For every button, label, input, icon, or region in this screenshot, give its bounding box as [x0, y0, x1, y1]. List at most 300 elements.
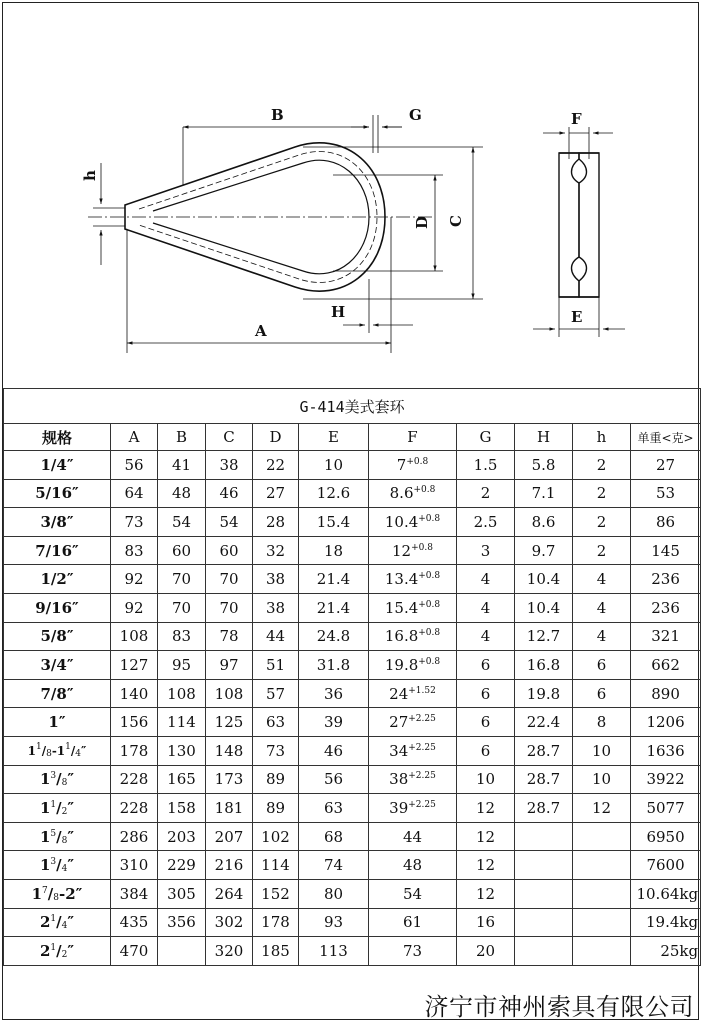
spec-cell: 1/2″	[4, 565, 111, 594]
cell-a: 286	[111, 822, 158, 851]
table-row	[4, 451, 701, 480]
cell-d: 38	[253, 565, 299, 594]
cell-b: 229	[158, 851, 206, 880]
cell-c: 108	[206, 679, 253, 708]
cell-f	[369, 451, 457, 480]
cell-a: 92	[111, 593, 158, 622]
cell-f	[369, 708, 457, 737]
cell-a: 156	[111, 708, 158, 737]
f-tolerance: +2.25	[408, 799, 436, 810]
cell-h-upper: 7.1	[515, 479, 573, 508]
cell-h-upper	[515, 879, 573, 908]
thimble-technical-drawing	[3, 3, 700, 388]
cell-b: 60	[158, 536, 206, 565]
f-base: 39	[389, 798, 409, 817]
cell-g: 12	[457, 794, 515, 823]
f-tolerance: +0.8	[418, 656, 441, 667]
f-base: 10.4	[384, 512, 419, 531]
f-base: 13.4	[384, 570, 419, 589]
cell-g: 4	[457, 622, 515, 651]
f-tolerance: +0.8	[406, 456, 429, 467]
cell-b: 41	[158, 451, 206, 480]
cell-b: 165	[158, 765, 206, 794]
cell-h-upper	[515, 851, 573, 880]
cell-g: 12	[457, 879, 515, 908]
cell-h-lower: 4	[573, 593, 631, 622]
cell-d: 38	[253, 593, 299, 622]
cell-e: 39	[299, 708, 369, 737]
cell-f	[369, 651, 457, 680]
spec-cell: 5/8″	[4, 622, 111, 651]
cell-c: 148	[206, 736, 253, 765]
spec-denominator: 2	[61, 806, 68, 817]
cell-d: 114	[253, 851, 299, 880]
f-tolerance: +2.25	[408, 742, 436, 753]
cell-h-upper	[515, 937, 573, 966]
cell-b: 356	[158, 908, 206, 937]
cell-h-upper: 12.7	[515, 622, 573, 651]
dim-label-E: E	[571, 308, 583, 326]
spec-slash: /	[56, 827, 62, 846]
cell-d: 22	[253, 451, 299, 480]
cell-d: 44	[253, 622, 299, 651]
cell-e: 80	[299, 879, 369, 908]
cell-e: 74	[299, 851, 369, 880]
spec-slash: /	[41, 744, 47, 759]
cell-c: 97	[206, 651, 253, 680]
cell-h-lower: 10	[573, 736, 631, 765]
f-tolerance: +0.8	[418, 513, 441, 524]
dim-label-A: A	[255, 322, 267, 340]
spec-slash: /	[56, 770, 62, 789]
cell-c: 207	[206, 822, 253, 851]
table-row	[4, 593, 701, 622]
dim-label-C: C	[447, 215, 465, 227]
spec-tail: ″	[67, 827, 75, 846]
cell-a: 178	[111, 736, 158, 765]
cell-weight: 890	[631, 679, 701, 708]
cell-weight: 53	[631, 479, 701, 508]
f-base: 61	[402, 913, 423, 932]
cell-h-lower: 2	[573, 451, 631, 480]
cell-g: 2	[457, 479, 515, 508]
spec-denominator: 4	[61, 864, 68, 875]
spec-cell	[4, 765, 111, 794]
cell-b: 48	[158, 479, 206, 508]
cell-g: 4	[457, 565, 515, 594]
cell-g: 2.5	[457, 508, 515, 537]
f-base: 73	[402, 941, 423, 960]
cell-f	[369, 479, 457, 508]
spec-numerator: 7	[42, 885, 48, 896]
cell-weight: 19.4kg	[631, 908, 701, 937]
cell-c: 78	[206, 622, 253, 651]
spec-cell: 1/4″	[4, 451, 111, 480]
f-tolerance: +0.8	[413, 485, 436, 496]
f-base: 34	[389, 741, 409, 760]
table-row	[4, 822, 701, 851]
f-tolerance: +0.8	[418, 628, 441, 639]
f-tolerance: +0.8	[418, 599, 441, 610]
header-h-lower: h	[573, 424, 631, 451]
cell-h-upper: 10.4	[515, 593, 573, 622]
spec-numerator: 3	[50, 771, 57, 782]
spec-slash: /	[56, 798, 62, 817]
cell-d: 57	[253, 679, 299, 708]
header-weight: 单重<克>	[631, 424, 701, 451]
cell-h-lower: 2	[573, 479, 631, 508]
table-title: G-414美式套环	[4, 389, 701, 424]
table-row	[4, 651, 701, 680]
cell-g: 20	[457, 937, 515, 966]
dim-label-D: D	[413, 215, 431, 229]
cell-a: 56	[111, 451, 158, 480]
spec-tail: ″	[67, 941, 75, 960]
cell-g: 6	[457, 679, 515, 708]
table-row	[4, 851, 701, 880]
cell-g: 12	[457, 851, 515, 880]
spec-denominator: 8	[61, 778, 68, 789]
table-row	[4, 879, 701, 908]
f-base: 27	[389, 713, 409, 732]
cell-e: 31.8	[299, 651, 369, 680]
cell-h-upper: 28.7	[515, 794, 573, 823]
cell-b	[158, 937, 206, 966]
f-tolerance: +2.25	[408, 714, 436, 725]
cell-f	[369, 679, 457, 708]
dim-label-B: B	[271, 106, 284, 124]
spec-cell	[4, 794, 111, 823]
cell-h-upper: 9.7	[515, 536, 573, 565]
cell-c: 320	[206, 937, 253, 966]
cell-f	[369, 508, 457, 537]
cell-h-lower	[573, 879, 631, 908]
spec-slash: /	[56, 856, 62, 875]
cell-h-upper: 16.8	[515, 651, 573, 680]
cell-f	[369, 593, 457, 622]
cell-a: 310	[111, 851, 158, 880]
spec-slash: /	[56, 913, 62, 932]
cell-h-upper: 28.7	[515, 736, 573, 765]
cell-weight: 27	[631, 451, 701, 480]
cell-h-lower	[573, 822, 631, 851]
cell-f	[369, 736, 457, 765]
spec-numerator: 5	[50, 828, 57, 839]
cell-f	[369, 937, 457, 966]
cell-e: 93	[299, 908, 369, 937]
header-spec: 规格	[4, 424, 111, 451]
cell-a: 108	[111, 622, 158, 651]
spec-slash: /	[70, 744, 76, 759]
spec-dash: -	[51, 744, 57, 759]
cell-f	[369, 822, 457, 851]
f-base: 24	[389, 684, 409, 703]
cell-d: 89	[253, 794, 299, 823]
spec-whole: 1	[56, 744, 66, 759]
spec-whole: 2	[39, 913, 51, 932]
f-base: 7	[396, 455, 407, 474]
cell-weight: 86	[631, 508, 701, 537]
cell-h-lower: 6	[573, 679, 631, 708]
cell-weight: 236	[631, 565, 701, 594]
table-row	[4, 908, 701, 937]
f-tolerance: +0.8	[411, 542, 433, 553]
cell-c: 173	[206, 765, 253, 794]
spec-cell: 5/16″	[4, 479, 111, 508]
spec-denominator: 8	[46, 749, 52, 760]
spec-cell: 9/16″	[4, 593, 111, 622]
cell-f	[369, 622, 457, 651]
cell-e: 18	[299, 536, 369, 565]
cell-h-lower: 2	[573, 536, 631, 565]
cell-weight: 7600	[631, 851, 701, 880]
spec-denominator: 4	[61, 921, 68, 932]
cell-b: 158	[158, 794, 206, 823]
spec-whole: 2	[39, 941, 51, 960]
spec-whole: 1	[31, 884, 43, 903]
cell-c: 60	[206, 536, 253, 565]
f-base: 44	[402, 827, 423, 846]
table-row	[4, 622, 701, 651]
spec-whole: 1	[39, 856, 51, 875]
table-row	[4, 536, 701, 565]
cell-weight: 3922	[631, 765, 701, 794]
cell-f	[369, 879, 457, 908]
spec-denominator: 2	[61, 949, 68, 960]
cell-d: 27	[253, 479, 299, 508]
dim-label-F: F	[571, 110, 582, 128]
spec-denominator: 8	[53, 892, 59, 903]
spec-numerator: 1	[50, 914, 57, 925]
cell-c: 264	[206, 879, 253, 908]
f-base: 16.8	[384, 627, 419, 646]
cell-weight: 6950	[631, 822, 701, 851]
spec-whole: 1	[39, 827, 51, 846]
cell-e: 21.4	[299, 593, 369, 622]
cell-g: 12	[457, 822, 515, 851]
spec-whole: 1	[27, 744, 36, 759]
spec-denominator: 8	[61, 835, 68, 846]
cell-h-lower: 4	[573, 622, 631, 651]
cell-e: 12.6	[299, 479, 369, 508]
cell-a: 435	[111, 908, 158, 937]
cell-g: 6	[457, 736, 515, 765]
spec-cell	[4, 822, 111, 851]
dim-label-h: h	[81, 170, 99, 181]
table-row	[4, 679, 701, 708]
cell-e: 68	[299, 822, 369, 851]
cell-d: 73	[253, 736, 299, 765]
cell-g: 10	[457, 765, 515, 794]
spec-numerator: 1	[50, 799, 57, 810]
footer	[3, 983, 700, 1021]
cell-e: 113	[299, 937, 369, 966]
spec-cell: 7/8″	[4, 679, 111, 708]
cell-a: 127	[111, 651, 158, 680]
cell-b: 54	[158, 508, 206, 537]
dim-label-H: H	[331, 303, 346, 321]
cell-e: 15.4	[299, 508, 369, 537]
cell-weight: 10.64kg	[631, 879, 701, 908]
cell-a: 83	[111, 536, 158, 565]
cell-h-upper	[515, 908, 573, 937]
header-g: G	[457, 424, 515, 451]
spec-numerator: 1	[35, 742, 42, 753]
cell-e: 63	[299, 794, 369, 823]
cell-f	[369, 536, 457, 565]
cell-d: 28	[253, 508, 299, 537]
cell-h-upper: 28.7	[515, 765, 573, 794]
cell-h-upper: 10.4	[515, 565, 573, 594]
spec-cell	[4, 736, 111, 765]
cell-c: 54	[206, 508, 253, 537]
cell-h-upper: 22.4	[515, 708, 573, 737]
table-row	[4, 736, 701, 765]
cell-h-upper: 19.8	[515, 679, 573, 708]
cell-h-lower	[573, 937, 631, 966]
header-d: D	[253, 424, 299, 451]
cell-g: 1.5	[457, 451, 515, 480]
header-b: B	[158, 424, 206, 451]
cell-a: 140	[111, 679, 158, 708]
cell-d: 102	[253, 822, 299, 851]
cell-c: 181	[206, 794, 253, 823]
cell-g: 6	[457, 651, 515, 680]
cell-c: 302	[206, 908, 253, 937]
cell-c: 46	[206, 479, 253, 508]
table-row	[4, 937, 701, 966]
table-row	[4, 479, 701, 508]
cell-h-upper: 8.6	[515, 508, 573, 537]
f-base: 54	[402, 884, 423, 903]
header-f: F	[369, 424, 457, 451]
cell-h-lower	[573, 908, 631, 937]
cell-h-lower: 6	[573, 651, 631, 680]
cell-h-lower	[573, 851, 631, 880]
spec-numerator: 1	[65, 742, 71, 753]
cell-b: 130	[158, 736, 206, 765]
spec-tail: ″	[67, 770, 75, 789]
spec-cell	[4, 908, 111, 937]
f-tolerance: +2.25	[408, 771, 436, 782]
cell-weight: 145	[631, 536, 701, 565]
cell-d: 89	[253, 765, 299, 794]
spec-whole: 1	[39, 770, 51, 789]
cell-weight: 236	[631, 593, 701, 622]
table-row	[4, 508, 701, 537]
cell-b: 70	[158, 565, 206, 594]
f-base: 19.8	[384, 655, 419, 674]
company-name: 济宁市神州索具有限公司	[424, 993, 694, 1021]
cell-h-upper: 5.8	[515, 451, 573, 480]
cell-d: 152	[253, 879, 299, 908]
table-row	[4, 565, 701, 594]
spec-cell: 3/8″	[4, 508, 111, 537]
cell-a: 64	[111, 479, 158, 508]
spec-cell	[4, 879, 111, 908]
cell-a: 384	[111, 879, 158, 908]
f-base: 48	[402, 856, 423, 875]
cell-a: 73	[111, 508, 158, 537]
cell-f	[369, 765, 457, 794]
cell-c: 70	[206, 565, 253, 594]
dim-label-G: G	[409, 106, 422, 124]
spec-tail: ″	[81, 744, 87, 759]
cell-weight: 25kg	[631, 937, 701, 966]
cell-g: 3	[457, 536, 515, 565]
cell-b: 83	[158, 622, 206, 651]
cell-d: 63	[253, 708, 299, 737]
cell-a: 92	[111, 565, 158, 594]
spec-slash: /	[56, 941, 62, 960]
cell-b: 114	[158, 708, 206, 737]
cell-weight: 1206	[631, 708, 701, 737]
cell-e: 24.8	[299, 622, 369, 651]
cell-f	[369, 565, 457, 594]
cell-e: 36	[299, 679, 369, 708]
table-row	[4, 765, 701, 794]
table-row	[4, 794, 701, 823]
cell-h-lower: 12	[573, 794, 631, 823]
cell-weight: 662	[631, 651, 701, 680]
f-base: 15.4	[384, 598, 419, 617]
header-e: E	[299, 424, 369, 451]
cell-a: 228	[111, 794, 158, 823]
cell-weight: 5077	[631, 794, 701, 823]
cell-c: 38	[206, 451, 253, 480]
cell-f	[369, 908, 457, 937]
spec-cell: 1″	[4, 708, 111, 737]
spec-slash: /	[47, 884, 54, 903]
document-frame	[2, 2, 699, 1020]
cell-b: 305	[158, 879, 206, 908]
cell-c: 216	[206, 851, 253, 880]
cell-h-lower: 8	[573, 708, 631, 737]
cell-g: 16	[457, 908, 515, 937]
f-tolerance: +0.8	[418, 571, 441, 582]
cell-c: 125	[206, 708, 253, 737]
f-tolerance: +1.52	[408, 685, 436, 696]
spec-tail: ″	[67, 856, 75, 875]
header-c: C	[206, 424, 253, 451]
cell-b: 95	[158, 651, 206, 680]
cell-a: 470	[111, 937, 158, 966]
table-header-row	[4, 424, 701, 451]
cell-h-lower: 4	[573, 565, 631, 594]
spec-tail: ″	[67, 798, 75, 817]
spec-numerator: 1	[50, 942, 57, 953]
cell-b: 70	[158, 593, 206, 622]
cell-f	[369, 794, 457, 823]
cell-weight: 321	[631, 622, 701, 651]
table-row	[4, 708, 701, 737]
header-h-upper: H	[515, 424, 573, 451]
spec-cell: 3/4″	[4, 651, 111, 680]
cell-d: 51	[253, 651, 299, 680]
spec-table	[3, 388, 701, 966]
thimble-side-view	[559, 153, 579, 297]
spec-tail: ″	[67, 913, 75, 932]
cell-f	[369, 851, 457, 880]
cell-g: 4	[457, 593, 515, 622]
cell-weight: 1636	[631, 736, 701, 765]
cell-e: 56	[299, 765, 369, 794]
spec-denominator: 4	[75, 749, 82, 760]
cell-h-upper	[515, 822, 573, 851]
spec-whole: 1	[39, 798, 51, 817]
cell-g: 6	[457, 708, 515, 737]
cell-d: 178	[253, 908, 299, 937]
